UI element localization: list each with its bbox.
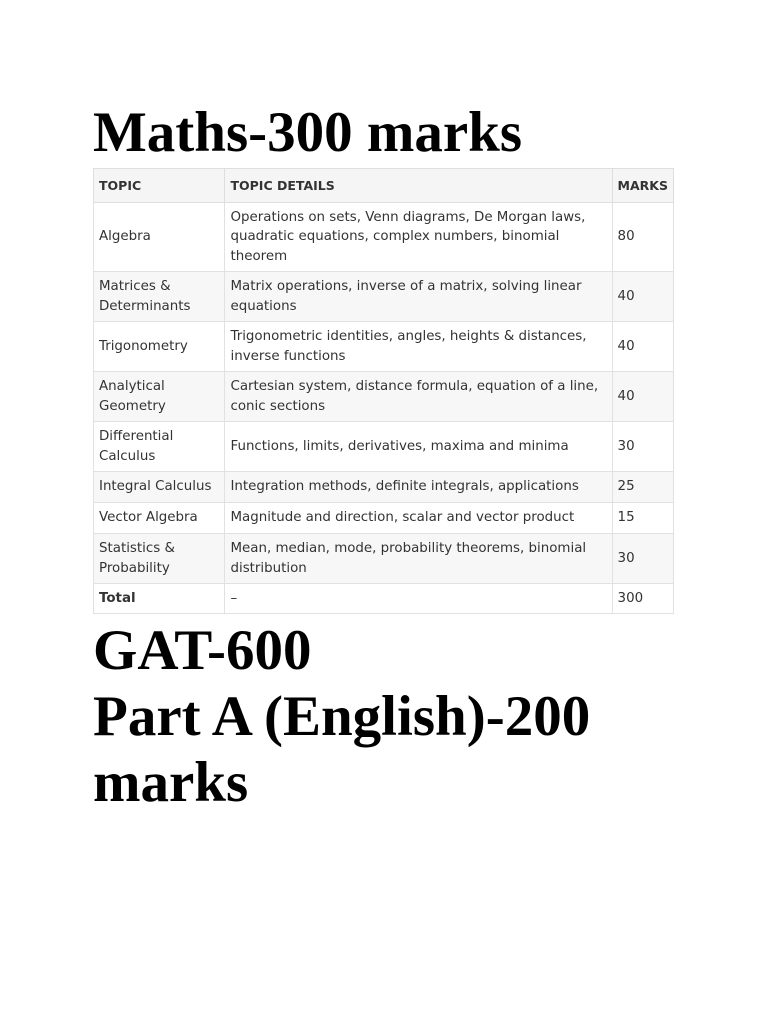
details-cell: Integration methods, definite integrals, applications xyxy=(225,472,612,503)
total-label-cell: Total xyxy=(94,584,225,614)
topic-cell: Statistics & Probability xyxy=(94,534,225,584)
details-cell: Operations on sets, Venn diagrams, De Morgan laws, quadratic equations, complex numbers, binomial theorem xyxy=(225,203,612,272)
topic-cell: Integral Calculus xyxy=(94,472,225,503)
part-a-heading: Part A (English)-200 marks xyxy=(93,685,591,814)
details-cell: Magnitude and direction, scalar and vector product xyxy=(225,503,612,534)
total-marks-cell: 300 xyxy=(612,584,673,614)
details-cell: Cartesian system, distance formula, equation of a line, conic sections xyxy=(225,372,612,422)
details-cell: Mean, median, mode, probability theorems, binomial distribution xyxy=(225,534,612,584)
marks-cell: 40 xyxy=(612,272,673,322)
details-cell: Functions, limits, derivatives, maxima and minima xyxy=(225,422,612,472)
table-row-total xyxy=(94,584,674,614)
header-topic-details: TOPIC DETAILS xyxy=(225,169,612,203)
topic-cell: Matrices & Determinants xyxy=(94,272,225,322)
marks-cell: 15 xyxy=(612,503,673,534)
table-row xyxy=(94,534,674,584)
marks-cell: 30 xyxy=(612,422,673,472)
header-topic: TOPIC xyxy=(94,169,225,203)
table-row xyxy=(94,272,674,322)
table-row xyxy=(94,472,674,503)
maths-syllabus-table xyxy=(93,168,674,614)
topic-cell: Differential Calculus xyxy=(94,422,225,472)
table-row xyxy=(94,203,674,272)
topic-cell: Vector Algebra xyxy=(94,503,225,534)
marks-cell: 80 xyxy=(612,203,673,272)
table-row xyxy=(94,372,674,422)
maths-heading: Maths-300 marks xyxy=(93,101,523,164)
gat-heading: GAT-600 xyxy=(93,619,312,682)
table-row xyxy=(94,503,674,534)
document-page xyxy=(93,100,693,816)
topic-cell: Algebra xyxy=(94,203,225,272)
marks-cell: 25 xyxy=(612,472,673,503)
marks-cell: 40 xyxy=(612,322,673,372)
header-marks: MARKS xyxy=(612,169,673,203)
table-row xyxy=(94,422,674,472)
table-row xyxy=(94,322,674,372)
marks-cell: 30 xyxy=(612,534,673,584)
details-cell: Trigonometric identities, angles, heights & distances, inverse functions xyxy=(225,322,612,372)
topic-cell: Trigonometry xyxy=(94,322,225,372)
table-header-row xyxy=(94,169,674,203)
topic-cell: Analytical Geometry xyxy=(94,372,225,422)
total-details-cell: – xyxy=(225,584,612,614)
marks-cell: 40 xyxy=(612,372,673,422)
details-cell: Matrix operations, inverse of a matrix, solving linear equations xyxy=(225,272,612,322)
